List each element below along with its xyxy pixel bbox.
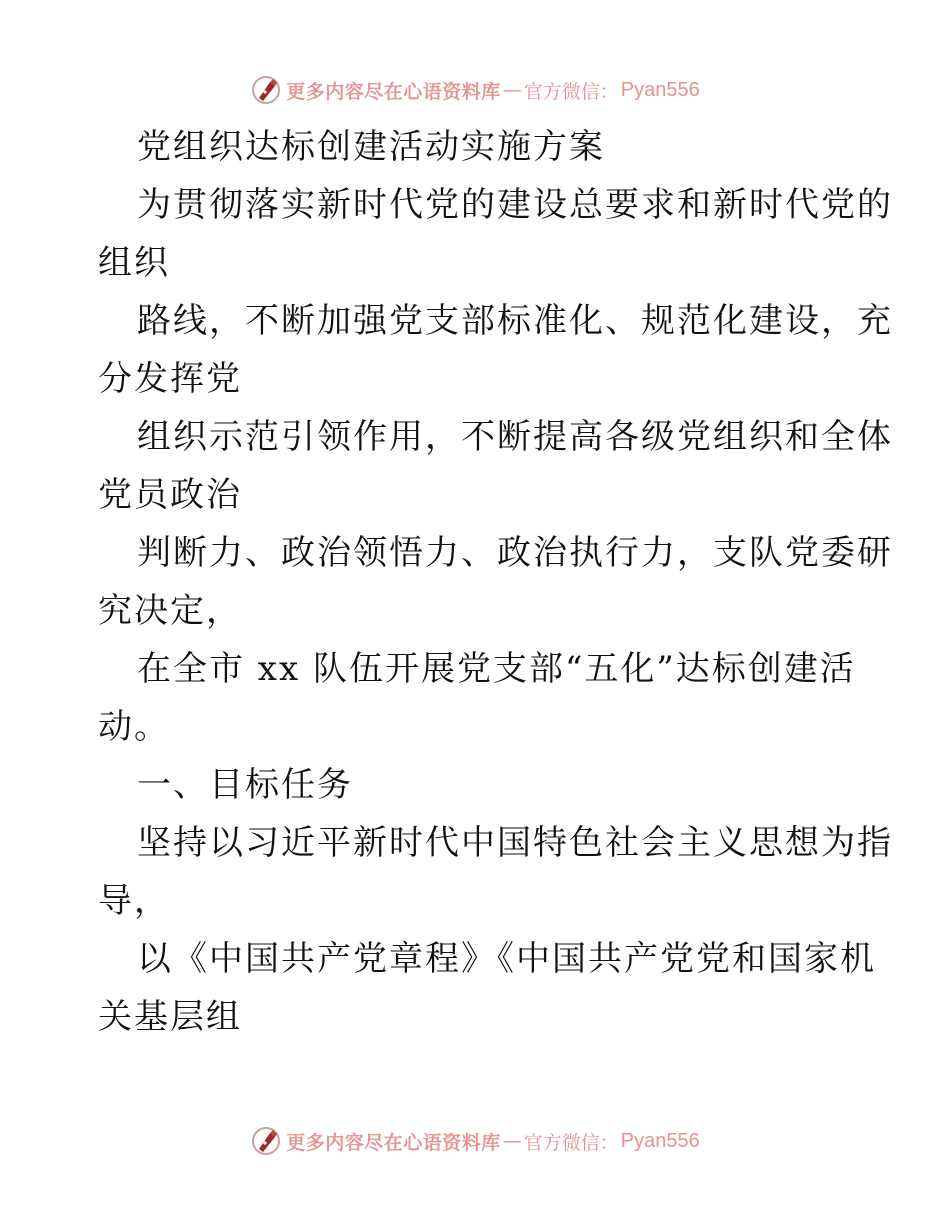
paragraph-line: 导， [98,881,170,921]
paragraph-line: 关基层组 [98,997,242,1037]
paragraph-line: 为贯彻落实新时代党的建设总要求和新时代党的 [137,185,893,225]
banner-separator: — [502,1130,522,1152]
banner-brand-text: 更多内容尽在心语资料库 [286,80,501,103]
paragraph-line: 在全市 xx 队伍开展党支部“五化”达标创建活 [137,649,856,689]
pen-nib-logo-icon [250,74,282,106]
banner-wechat-id: Pyan556 [620,1129,700,1152]
section-heading: 一、目标任务 [137,765,353,805]
banner-wechat-id: Pyan556 [620,78,700,101]
paragraph-line: 判断力、政治领悟力、政治执行力，支队党委研 [137,533,893,573]
banner-wechat-label: 官方微信： [523,80,619,103]
paragraph-line: 党员政治 [98,475,242,515]
document-body [98,118,893,1046]
document-title: 党组织达标创建活动实施方案 [137,127,605,167]
paragraph-line: 究决定， [98,591,242,631]
paragraph-line: 组织 [98,243,170,283]
banner-separator: — [502,79,522,101]
footer-banner [0,1119,950,1163]
header-banner [0,68,950,112]
paragraph-line: 坚持以习近平新时代中国特色社会主义思想为指 [137,823,893,863]
banner-brand-text: 更多内容尽在心语资料库 [286,1131,501,1154]
paragraph-line: 分发挥党 [98,359,242,399]
banner-wechat-label: 官方微信： [523,1131,619,1154]
paragraph-line: 路线，不断加强党支部标准化、规范化建设，充 [137,301,893,341]
paragraph-line: 以《中国共产党章程》《中国共产党党和国家机 [137,939,876,979]
pen-nib-logo-icon [250,1125,282,1157]
paragraph-line: 组织示范引领作用，不断提高各级党组织和全体 [137,417,893,457]
paragraph-line: 动。 [98,707,170,747]
